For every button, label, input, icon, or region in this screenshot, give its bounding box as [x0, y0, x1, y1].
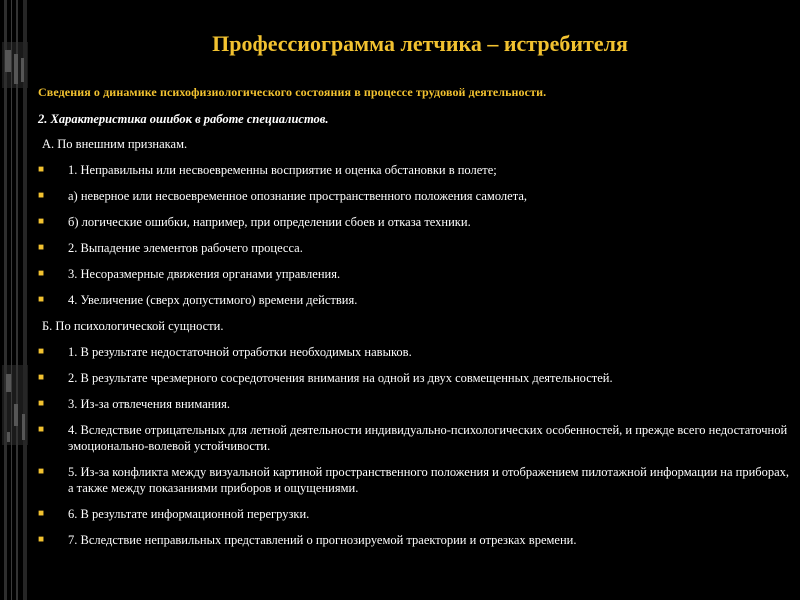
decorative-stripes — [0, 0, 32, 600]
list-item — [38, 464, 790, 496]
list-item-text: 4. Увеличение (сверх допустимого) времени действия. — [68, 293, 358, 307]
bullet-icon: ■ — [38, 268, 45, 279]
list-item-text: б) логические ошибки, например, при определении сбоев и отказа техники. — [68, 215, 471, 229]
list-item-text: 3. Из-за отвлечения внимания. — [68, 397, 230, 411]
list-item — [38, 532, 790, 548]
slide-body — [38, 84, 790, 558]
list-item — [38, 370, 790, 386]
list-item — [38, 240, 790, 256]
list-item-text: 7. Вследствие неправильных представлений о прогнозируемой траектории и отрезках времени. — [68, 533, 577, 547]
section-b-label: Б. По психологической сущности. — [42, 319, 224, 333]
bullet-icon: ■ — [38, 466, 45, 477]
bullet-icon: ■ — [38, 164, 45, 175]
list-item — [38, 188, 790, 204]
list-item-text: 6. В результате информационной перегрузки. — [68, 507, 310, 521]
list-item-text: 4. Вследствие отрицательных для летной деятельности индивидуально-психологических особенностей, и прежде всего недостаточной эмоционально-волевой устойчивости. — [68, 423, 788, 453]
bullet-icon: ■ — [38, 534, 45, 545]
list-item-text: 1. В результате недостаточной отработки необходимых навыков. — [68, 345, 412, 359]
list-a — [38, 162, 790, 308]
bullet-icon: ■ — [38, 346, 45, 357]
list-item-text: 2. В результате чрезмерного сосредоточения внимания на одной из двух совмещенных деятельностей. — [68, 371, 613, 385]
list-item-text: 5. Из-за конфликта между визуальной картиной пространственного положения и отображением пилотажной информации на приборах, а также между показаниями приборов и ощущениями. — [68, 465, 790, 495]
section-heading: Сведения о динамике психофизиологического состояния в процессе трудовой деятельности. — [38, 85, 547, 99]
section-a-label: А. По внешним признакам. — [42, 137, 188, 151]
bullet-icon: ■ — [38, 372, 45, 383]
list-item — [38, 162, 790, 178]
list-b — [38, 344, 790, 548]
bullet-icon: ■ — [38, 508, 45, 519]
bullet-icon: ■ — [38, 190, 45, 201]
bullet-icon: ■ — [38, 294, 45, 305]
list-item — [38, 422, 790, 454]
bullet-icon: ■ — [38, 424, 45, 435]
list-item — [38, 266, 790, 282]
list-item-text: 3. Несоразмерные движения органами управления. — [68, 267, 341, 281]
list-item — [38, 506, 790, 522]
list-item — [38, 214, 790, 230]
slide-title: Профессиограмма летчика – истребителя — [212, 31, 628, 56]
list-item — [38, 344, 790, 360]
list-item — [38, 292, 790, 308]
subheading: 2. Характеристика ошибок в работе специалистов. — [38, 112, 329, 126]
list-item-text: 1. Неправильны или несвоевременны восприятие и оценка обстановки в полете; — [68, 163, 497, 177]
list-item — [38, 396, 790, 412]
bullet-icon: ■ — [38, 398, 45, 409]
bullet-icon: ■ — [38, 216, 45, 227]
bullet-icon: ■ — [38, 242, 45, 253]
list-item-text: а) неверное или несвоевременное опознание пространственного положения самолета, — [68, 189, 528, 203]
list-item-text: 2. Выпадение элементов рабочего процесса. — [68, 241, 303, 255]
